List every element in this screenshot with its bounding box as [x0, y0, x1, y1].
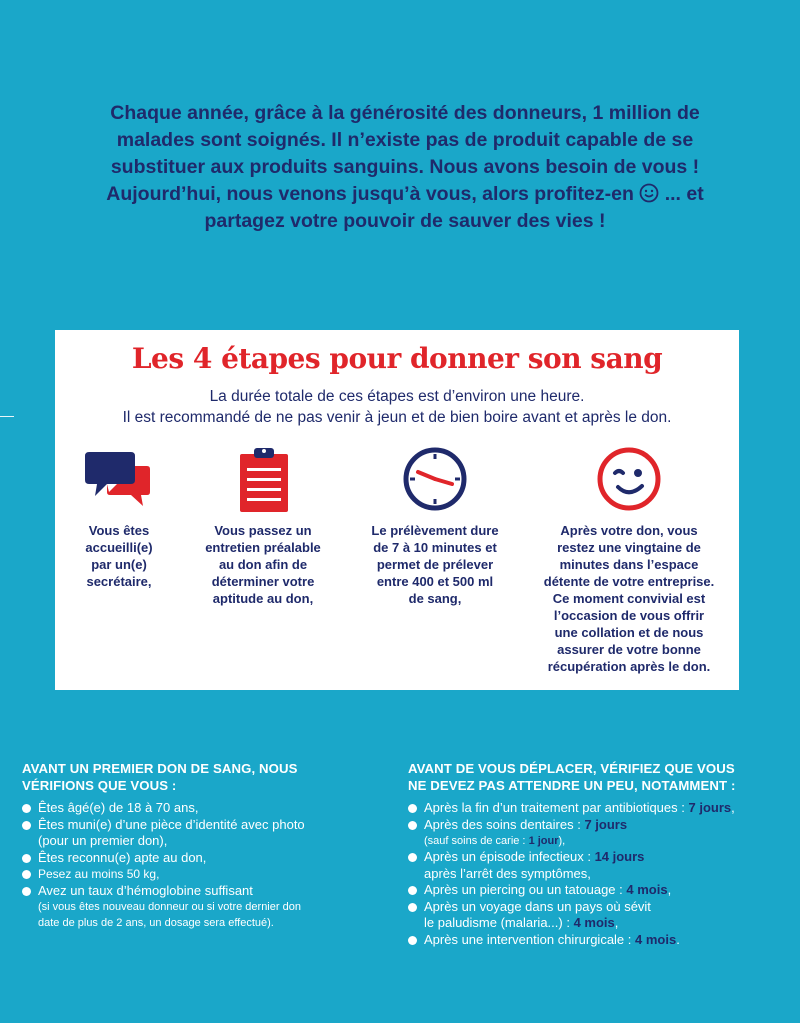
list-item-continuation: après l’arrêt des symptômes,	[424, 865, 591, 881]
intro-line: Chaque année, grâce à la générosité des donneurs, 1 million de	[110, 102, 700, 124]
right-title-line: NE DEVEZ PAS ATTENDRE UN PEU, NOTAMMENT :	[408, 778, 736, 793]
list-item-duration: 4 mois	[573, 915, 615, 930]
step-1-text	[67, 522, 171, 590]
right-title-line: AVANT DE VOUS DÉPLACER, VÉRIFIEZ QUE VOUS	[408, 761, 735, 776]
list-item-note: date de plus de 2 ans, un dosage sera effectué).	[38, 917, 274, 929]
list-item	[408, 932, 788, 949]
list-item-text: Avez un taux d’hémoglobine suffisant	[38, 882, 253, 898]
clipboard-icon	[231, 446, 297, 512]
speech-bubbles-icon	[85, 446, 151, 512]
list-item	[408, 849, 788, 882]
card-subtitle	[55, 386, 739, 428]
divider-tick	[0, 416, 14, 417]
list-item-continuation-text: le paludisme (malaria...) :	[424, 915, 570, 930]
step-4-line: une collation et de nous	[554, 625, 704, 640]
step-2-line: aptitude au don,	[212, 591, 314, 606]
step-4-line: assurer de votre bonne	[557, 642, 701, 657]
winking-smiley-icon	[596, 446, 662, 512]
list-item	[408, 817, 788, 850]
right-checklist	[408, 800, 788, 948]
list-item-note: (si vous êtes nouveau donneur ou si votre dernier don	[38, 901, 301, 913]
intro-paragraph	[60, 100, 750, 235]
step-4-line: restez une vingtaine de	[557, 540, 701, 555]
card-subtitle-line: La durée totale de ces étapes est d’environ une heure.	[209, 388, 585, 405]
steps-card	[55, 330, 739, 690]
intro-line-part: Aujourd’hui, nous venons jusqu’à vous, alors profitez-en	[106, 183, 634, 205]
intro-line: malades sont soignés. Il n’existe pas de produit capable de se	[116, 129, 694, 151]
list-item-text: Êtes reconnu(e) apte au don,	[38, 849, 207, 865]
step-4-line: détente de votre entreprise.	[543, 574, 715, 589]
step-2-line: déterminer votre	[211, 574, 315, 589]
step-4-line: récupération après le don.	[547, 659, 711, 674]
list-item	[408, 899, 788, 932]
right-column-title	[408, 760, 735, 794]
list-item-duration: 7 jours	[584, 816, 628, 832]
card-subtitle-line: Il est recommandé de ne pas venir à jeun et de bien boire avant et après le don.	[122, 409, 672, 426]
step-3-line: permet de prélever	[376, 557, 494, 572]
list-item-duration: 14 jours	[594, 849, 645, 864]
step-3-line: de sang,	[408, 591, 462, 606]
list-item-text: Après un piercing ou un tatouage :	[424, 882, 623, 897]
list-item	[22, 883, 392, 932]
step-2-line: entretien préalable	[205, 540, 321, 555]
list-item-text: Après un épisode infectieux :	[424, 849, 591, 864]
step-2-text	[183, 522, 343, 607]
step-3-line: Le prélèvement dure	[371, 523, 499, 538]
left-title-line: AVANT UN PREMIER DON DE SANG, NOUS	[22, 761, 298, 776]
list-item-note	[424, 833, 788, 849]
clock-icon	[402, 446, 468, 512]
step-3-line: de 7 à 10 minutes et	[373, 540, 497, 555]
intro-line: partagez votre pouvoir de sauver des vies !	[204, 210, 606, 232]
list-item-punct: ,	[731, 800, 735, 815]
step-2-line: au don afin de	[218, 557, 308, 572]
list-item-text: Après une intervention chirurgicale :	[424, 931, 632, 947]
smiley-icon	[639, 183, 659, 203]
step-4-line: l’occasion de vous offrir	[553, 608, 705, 623]
list-item-punct: .	[676, 931, 680, 947]
step-3-text	[355, 522, 515, 607]
list-item	[22, 817, 392, 850]
list-item-duration: 4 mois	[626, 882, 668, 897]
intro-line	[60, 181, 750, 208]
step-1-line: Vous êtes	[88, 523, 150, 538]
list-item-text: Après un voyage dans un pays où sévit	[424, 898, 651, 914]
left-column-title	[22, 760, 297, 794]
list-item-punct: ,	[667, 882, 672, 897]
left-title-line: VÉRIFIONS QUE VOUS :	[22, 778, 177, 793]
left-checklist	[22, 800, 392, 931]
list-item-note-punct: ),	[558, 835, 566, 847]
list-item-continuation	[424, 915, 788, 932]
list-item-punct: ,	[614, 915, 619, 930]
list-item-text: Après des soins dentaires :	[424, 816, 581, 832]
list-item-note-text: (sauf soins de carie :	[424, 835, 526, 847]
step-4-text	[533, 522, 725, 675]
list-item-duration: 7 jours	[688, 800, 732, 815]
step-1-line: par un(e)	[91, 557, 147, 572]
list-item-text: Après la fin d’un traitement par antibiotiques :	[424, 800, 685, 815]
list-item-note-duration: 1 jour	[528, 835, 559, 847]
list-item-duration: 4 mois	[635, 931, 677, 947]
step-4-line: Ce moment convivial est	[552, 591, 706, 606]
list-item	[22, 800, 392, 817]
step-2-line: Vous passez un	[214, 523, 312, 538]
list-item	[22, 866, 392, 883]
step-4-line: minutes dans l’espace	[559, 557, 699, 572]
step-1-line: secrétaire,	[86, 574, 152, 589]
step-4-line: Après votre don, vous	[560, 523, 698, 538]
list-item	[408, 800, 788, 817]
list-item	[22, 850, 392, 867]
list-item-text: Pesez au moins 50 kg,	[38, 867, 160, 881]
intro-line: substituer aux produits sanguins. Nous avons besoin de vous !	[110, 156, 700, 178]
list-item-text: Êtes âgé(e) de 18 à 70 ans,	[38, 800, 199, 815]
list-item-continuation: (pour un premier don),	[38, 833, 168, 848]
list-item-text: Êtes muni(e) d’une pièce d’identité avec photo	[38, 816, 305, 832]
step-3-line: entre 400 et 500 ml	[376, 574, 494, 589]
card-title: Les 4 étapes pour donner son sang	[131, 342, 663, 375]
list-item	[408, 882, 788, 899]
intro-line-part: ... et	[664, 183, 704, 205]
step-1-line: accueilli(e)	[85, 540, 153, 555]
